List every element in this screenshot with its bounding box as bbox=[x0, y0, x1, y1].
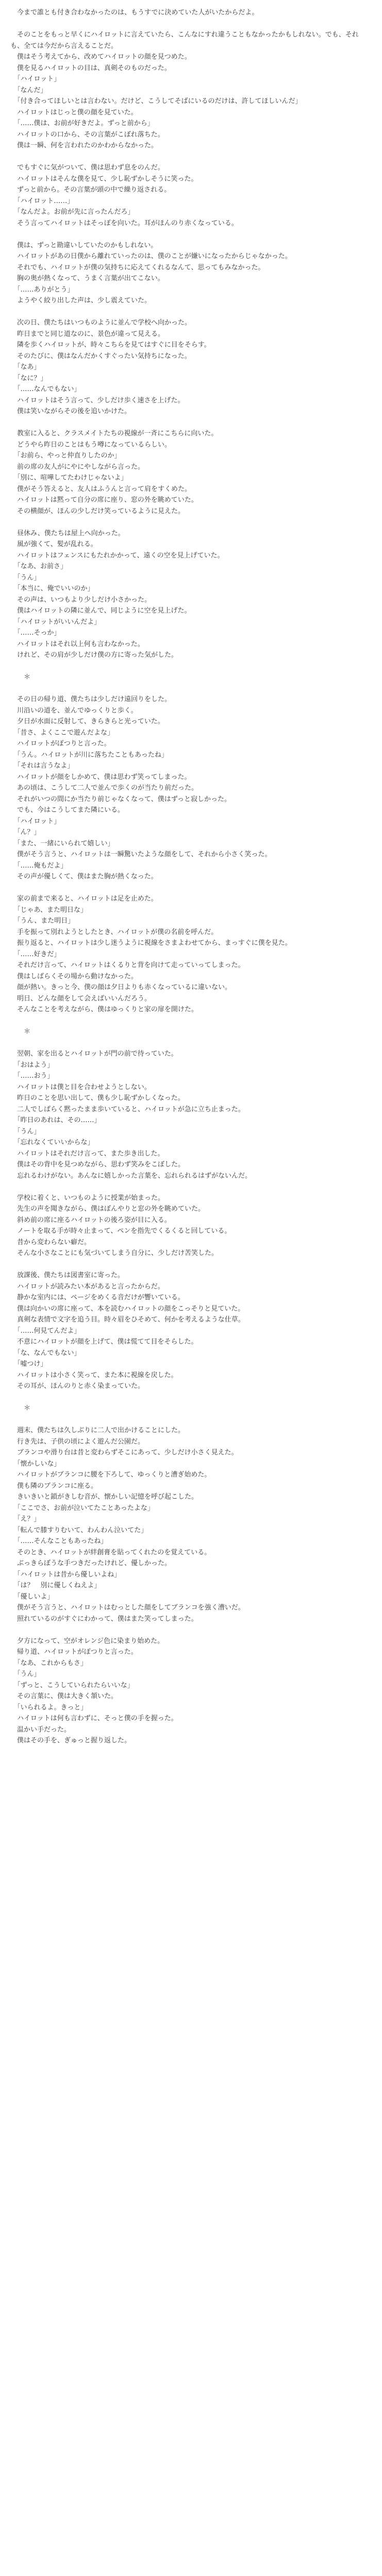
blank-line bbox=[10, 1414, 372, 1426]
story-paragraph: 「ハイロットは昔から優しいよね」 bbox=[10, 1570, 121, 1579]
story-paragraph: ハイロットは小さく笑って、また本に視線を戻した。 bbox=[10, 1371, 178, 1379]
story-paragraph: そんな小さなことにも気づいてしまう自分に、少しだけ苦笑した。 bbox=[10, 1249, 219, 1257]
story-paragraph: 「なあ、これからもさ」 bbox=[10, 1659, 87, 1667]
story-paragraph: 二人でしばらく黙ったまま歩いていると、ハイロットが急に立ち止まった。 bbox=[10, 1105, 245, 1113]
story-paragraph: 「うん。ハイロットが川に落ちたこともあったね」 bbox=[10, 751, 168, 759]
story-paragraph: ハイロットはそれだけ言って、また歩き出した。 bbox=[10, 1149, 164, 1158]
story-paragraph: 僕はその背中を見つめながら、思わず笑みをこぼした。 bbox=[10, 1161, 185, 1168]
story-paragraph: 僕がそう言うと、ハイロットは一瞬驚いたような顔をして、それから小さく笑った。 bbox=[10, 851, 272, 858]
story-paragraph: ハイロットはフェンスにもたれかかって、遠くの空を見上げていた。 bbox=[10, 551, 224, 560]
story-paragraph: 「お前ら、やっと仲直りしたのか」 bbox=[10, 452, 121, 460]
story-paragraph: 「転んで膝すりむいて、わんわん泣いてた」 bbox=[10, 1526, 148, 1534]
blank-line bbox=[10, 417, 372, 429]
story-paragraph: 「え？」 bbox=[10, 1515, 41, 1523]
story-paragraph: 僕は笑いながらその後を追いかけた。 bbox=[10, 408, 131, 415]
story-paragraph: 「なんだよ。お前が先に言ったんだろ」 bbox=[10, 208, 135, 216]
story-paragraph: 胸の奥が熱くなって、うまく言葉が出てこない。 bbox=[10, 275, 164, 282]
story-paragraph: 「ここでさ、お前が泣いてたことあったよな」 bbox=[10, 1504, 154, 1512]
story-paragraph: けれど、その肩が少しだけ僕の方に寄った気がした。 bbox=[10, 651, 178, 659]
story-paragraph: 「うん、また明日」 bbox=[10, 917, 75, 925]
story-paragraph: 僕は一瞬、何を言われたのかわからなかった。 bbox=[10, 142, 158, 149]
story-paragraph: 家の前まで来ると、ハイロットは足を止めた。 bbox=[10, 895, 158, 903]
story-paragraph: 僕はハイロットの隣に並んで、同じように空を見上げた。 bbox=[10, 607, 191, 615]
story-paragraph: 明日、どんな顔をして会えばいいんだろう。 bbox=[10, 994, 152, 1003]
story-paragraph: 「ん？」 bbox=[10, 828, 41, 836]
story-paragraph: ハイロットはじっと僕の顔を見ていた。 bbox=[10, 108, 138, 116]
story-paragraph: 「なんだ」 bbox=[10, 86, 47, 94]
blank-line bbox=[10, 517, 372, 528]
story-paragraph: 夕日が水面に反射して、きらきらと光っていた。 bbox=[10, 718, 164, 725]
story-paragraph: ハイロットはそれ以上何も言わなかった。 bbox=[10, 640, 144, 648]
blank-line bbox=[10, 661, 372, 672]
story-paragraph: 「……何見てんだよ」 bbox=[10, 1327, 81, 1335]
story-paragraph: 忘れるわけがない。あんなに嬉しかった言葉を、忘れられるはずがないんだ。 bbox=[10, 1172, 252, 1180]
story-paragraph: 翌朝、家を出るとハイロットが門の前で待っていた。 bbox=[10, 1050, 178, 1058]
story-paragraph: ハイロットがぽつりと言った。 bbox=[10, 740, 111, 748]
story-paragraph: 行き先は、子供の頃によく遊んだ公園だ。 bbox=[10, 1437, 145, 1446]
story-paragraph: ずっと前から。その言葉が頭の中で繰り返される。 bbox=[10, 186, 171, 194]
blank-line bbox=[10, 1392, 372, 1403]
story-paragraph: 振り返ると、ハイロットは少し迷うように視線をさまよわせてから、まっすぐに僕を見た。 bbox=[10, 939, 292, 947]
blank-line bbox=[10, 1259, 372, 1270]
story-paragraph: そう言ってハイロットはそっぽを向いた。耳がほんのり赤くなっている。 bbox=[10, 219, 238, 227]
story-paragraph: 「な、なんでもない」 bbox=[10, 1349, 81, 1357]
blank-line bbox=[10, 1015, 372, 1027]
story-paragraph: 「うん」 bbox=[10, 1127, 41, 1136]
scene-separator: ＊ bbox=[10, 1028, 31, 1036]
story-paragraph: 「なあ」 bbox=[10, 363, 41, 371]
story-paragraph: そんなことを考えながら、僕はゆっくりと家の扉を開けた。 bbox=[10, 1006, 198, 1013]
story-paragraph: 照れているのがすぐにわかって、僕はまた笑ってしまった。 bbox=[10, 1615, 198, 1623]
blank-line bbox=[10, 1038, 372, 1049]
story-paragraph: その耳が、ほんのりと赤く染まっていた。 bbox=[10, 1382, 145, 1390]
story-paragraph: 僕はしばらくその場から動けなかった。 bbox=[10, 972, 138, 980]
story-paragraph: 先生の声を聞きながら、僕はぼんやりと窓の外を眺めていた。 bbox=[10, 1205, 205, 1213]
story-paragraph: ハイロットはそんな僕を見て、少し恥ずかしそうに笑った。 bbox=[10, 175, 198, 183]
story-paragraph: 昨日までと同じ道なのに、景色が違って見える。 bbox=[10, 330, 165, 338]
story-paragraph: 「……おう」 bbox=[10, 1072, 54, 1080]
blank-line bbox=[10, 1181, 372, 1193]
story-paragraph: そのとき、ハイロットが絆創膏を貼ってくれたのを覚えている。 bbox=[10, 1548, 211, 1556]
story-paragraph: 昼休み、僕たちは屋上へ向かった。 bbox=[10, 529, 125, 537]
story-paragraph: ハイロットがブランコに腰を下ろして、ゆっくりと漕ぎ始めた。 bbox=[10, 1471, 211, 1479]
story-paragraph: 「ハイロットがいいんだよ」 bbox=[10, 618, 101, 626]
story-paragraph: そのたびに、僕はなんだかくすぐったい気持ちになった。 bbox=[10, 352, 191, 360]
story-paragraph: 「なあ、お前さ」 bbox=[10, 563, 67, 570]
story-paragraph: 僕はその手を、ぎゅっと握り返した。 bbox=[10, 1737, 131, 1744]
story-paragraph: 教室に入ると、クラスメイトたちの視線が一斉にこちらに向いた。 bbox=[10, 430, 218, 437]
story-paragraph: 僕は向かいの席に座って、本を読むハイロットの顔をこっそりと見ていた。 bbox=[10, 1304, 245, 1313]
story-paragraph: 僕を見るハイロットの目は、真剣そのものだった。 bbox=[10, 64, 171, 72]
story-paragraph: 昨日のことを思い出して、僕も少し恥ずかしくなった。 bbox=[10, 1094, 185, 1102]
blank-line bbox=[10, 307, 372, 318]
story-paragraph: 夕方になって、空がオレンジ色に染まり始めた。 bbox=[10, 1637, 164, 1645]
story-paragraph: 今まで誰とも付き合わなかったのは、もうすでに決めていた人がいたからだよ。 bbox=[10, 9, 259, 16]
story-paragraph: 川沿いの道を、並んでゆっくりと歩く。 bbox=[10, 706, 138, 715]
blank-line bbox=[10, 1624, 372, 1636]
story-paragraph: 「別に、喧嘩してたわけじゃないよ」 bbox=[10, 474, 128, 482]
story-paragraph: 「本当に、俺でいいのか」 bbox=[10, 585, 94, 592]
story-paragraph: 「優しいよ」 bbox=[10, 1592, 54, 1601]
story-paragraph: 「うん」 bbox=[10, 573, 41, 582]
story-paragraph: 「じゃあ、また明日な」 bbox=[10, 906, 87, 914]
story-paragraph: 昔から変わらない癖だ。 bbox=[10, 1238, 91, 1246]
story-paragraph: 次の日、僕たちはいつものように並んで学校へ向かった。 bbox=[10, 319, 192, 327]
story-paragraph: どうやら昨日のことはもう噂になっているらしい。 bbox=[10, 440, 172, 449]
story-paragraph: でもすぐに気がついて、僕は思わず息をのんだ。 bbox=[10, 164, 164, 172]
story-paragraph: 「忘れなくていいからな」 bbox=[10, 1139, 94, 1146]
story-paragraph: ハイロットの口から、その言葉がこぼれ落ちた。 bbox=[10, 130, 164, 139]
story-paragraph: 「……僕は、お前が好きだよ。ずっと前から」 bbox=[10, 120, 154, 127]
story-paragraph: 「おはよう」 bbox=[10, 1061, 54, 1069]
story-paragraph: 「懐かしいな」 bbox=[10, 1460, 61, 1468]
blank-line bbox=[10, 683, 372, 694]
story-paragraph: ハイロットは黙って自分の席に座り、窓の外を眺めていた。 bbox=[10, 496, 198, 504]
story-paragraph: 「昔さ、よくここで遊んだよな」 bbox=[10, 728, 114, 737]
story-paragraph: 週末、僕たちは久しぶりに二人で出かけることにした。 bbox=[10, 1427, 185, 1434]
story-paragraph: それがいつの間にか当たり前じゃなくなって、僕はずっと寂しかった。 bbox=[10, 795, 231, 803]
story-paragraph: 帰り道、ハイロットがぽつりと言った。 bbox=[10, 1648, 138, 1656]
blank-line bbox=[10, 151, 372, 163]
story-paragraph: ハイロットが顔をしかめて、僕は思わず笑ってしまった。 bbox=[10, 773, 191, 781]
story-paragraph: 僕がそう答えると、友人はふうんと言って肩をすくめた。 bbox=[10, 485, 192, 493]
story-paragraph: ブランコや滑り台は昔と変わらずそこにあって、少しだけ小さく見えた。 bbox=[10, 1449, 238, 1456]
story-paragraph: 「……そっか」 bbox=[10, 629, 61, 637]
story-paragraph: 静かな室内には、ページをめくる音だけが響いている。 bbox=[10, 1294, 185, 1301]
story-paragraph: でも、今はこうしてまた隣にいる。 bbox=[10, 806, 125, 814]
story-paragraph: 放課後、僕たちは図書室に寄った。 bbox=[10, 1272, 125, 1279]
story-paragraph: 「……なんでもない」 bbox=[10, 385, 81, 393]
story-paragraph: 僕がそう言うと、ハイロットはむっとした顔をしてブランコを強く漕いだ。 bbox=[10, 1604, 245, 1612]
story-paragraph: 「ハイロット……」 bbox=[10, 197, 74, 205]
scene-separator: ＊ bbox=[10, 1404, 31, 1412]
story-paragraph: 「うん」 bbox=[10, 1670, 41, 1678]
story-paragraph: その声が優しくて、僕はまた胸が熱くなった。 bbox=[10, 873, 158, 880]
story-paragraph: 「は？ 別に優しくねえよ」 bbox=[10, 1582, 101, 1589]
story-paragraph: 前の席の友人がにやにやしながら言った。 bbox=[10, 463, 145, 471]
scene-separator: ＊ bbox=[10, 673, 31, 681]
story-paragraph: 「……俺もだよ」 bbox=[10, 861, 68, 870]
story-paragraph: その声は、いつもより少しだけ小さかった。 bbox=[10, 596, 152, 604]
story-paragraph: 「また、一緒にいられて嬉しい」 bbox=[10, 839, 114, 848]
story-paragraph: 学校に着くと、いつものように授業が始まった。 bbox=[10, 1194, 165, 1202]
story-paragraph: 顔が熱い。きっと今、僕の顔は夕日よりも赤くなっているに違いない。 bbox=[10, 984, 232, 991]
story-paragraph: 「付き合ってほしいとは言わない。だけど、こうしてそばにいるのだけは、許してほしいんだ」 bbox=[10, 97, 302, 105]
story-paragraph: 「ずっと、こうしていられたらいいな」 bbox=[10, 1681, 134, 1689]
story-paragraph: ハイロットが読みたい本があると言ったからだ。 bbox=[10, 1282, 164, 1291]
blank-line bbox=[10, 883, 372, 894]
story-paragraph: ノートを取る手が時々止まって、ペンを指先でくるくると回している。 bbox=[10, 1227, 231, 1235]
story-paragraph: ぶっきらぼうな手つきだったけれど、優しかった。 bbox=[10, 1560, 172, 1567]
story-paragraph: 不意にハイロットが顔を上げて、僕は慌てて目をそらした。 bbox=[10, 1338, 198, 1346]
story-paragraph: 斜め前の席に座るハイロットの後ろ姿が目に入る。 bbox=[10, 1216, 171, 1224]
story-paragraph: 手を振って別れようとしたとき、ハイロットが僕の名前を呼んだ。 bbox=[10, 928, 218, 936]
story-paragraph: 風が強くて、髪が乱れる。 bbox=[10, 540, 97, 548]
story-paragraph: ハイロットは僕と目を合わせようとしない。 bbox=[10, 1083, 151, 1091]
story-paragraph: その言葉に、僕は大きく頷いた。 bbox=[10, 1692, 118, 1700]
story-paragraph: それでも、ハイロットが僕の気持ちに応えてくれるなんて、思ってもみなかった。 bbox=[10, 263, 265, 272]
story-paragraph: 隣を歩くハイロットが、時々こちらを見てはすぐに目をそらす。 bbox=[10, 341, 211, 349]
story-paragraph: 僕は、ずっと勘違いしていたのかもしれない。 bbox=[10, 241, 158, 249]
blank-line bbox=[10, 19, 372, 30]
story-paragraph: ハイロットはそう言って、少しだけ歩く速さを上げた。 bbox=[10, 396, 185, 404]
story-paragraph: それだけ言って、ハイロットはくるりと背を向けて走っていってしまった。 bbox=[10, 961, 245, 969]
story-paragraph: ようやく絞り出した声は、少し震えていた。 bbox=[10, 297, 152, 304]
story-paragraph: 「……そんなこともあったね」 bbox=[10, 1537, 108, 1545]
story-paragraph: きいきいと鎖がきしむ音が、懐かしい記憶を呼び起こした。 bbox=[10, 1493, 198, 1501]
story-paragraph: 「嘘つけ」 bbox=[10, 1360, 47, 1368]
blank-line bbox=[10, 229, 372, 240]
story-paragraph: 「なに？」 bbox=[10, 374, 47, 382]
story-paragraph: 僕はそう考えてから、改めてハイロットの顔を見つめた。 bbox=[10, 53, 191, 61]
story-paragraph: その横顔が、ほんの少しだけ笑っているように見えた。 bbox=[10, 507, 185, 515]
story-paragraph: 僕も隣のブランコに座る。 bbox=[10, 1482, 98, 1490]
story-paragraph: 「……ありがとう」 bbox=[10, 285, 74, 294]
story-paragraph: 「昨日のあれは、その……」 bbox=[10, 1116, 101, 1124]
story-paragraph: その日の帰り道、僕たちは少しだけ遠回りをした。 bbox=[10, 696, 172, 703]
story-paragraph: 「それは言うなよ」 bbox=[10, 762, 74, 770]
story-paragraph: あの頃は、こうして二人で並んで歩くのが当たり前だった。 bbox=[10, 784, 198, 792]
story-paragraph: ハイロットは何も言わずに、そっと僕の手を握った。 bbox=[10, 1715, 178, 1722]
story-paragraph: 温かい手だった。 bbox=[10, 1725, 71, 1734]
story-paragraph: 「……好きだ」 bbox=[10, 950, 61, 958]
story-paragraph: 真剣な表情で文字を追う目。時々眉をひそめて、何かを考えるような仕草。 bbox=[10, 1316, 245, 1324]
story-paragraph: 「ハイロット」 bbox=[10, 817, 61, 825]
story-paragraph: ハイロットがあの日僕から離れていったのは、僕のことが嫌いになったからじゃなかった。 bbox=[10, 252, 292, 260]
story-paragraph: そのことをもっと早くにハイロットに言えていたら、こんなにすれ違うこともなかったかもしれない。でも、それも、全ては今だから言えることだ。 bbox=[10, 31, 359, 50]
story-paragraph: 「ハイロット」 bbox=[10, 75, 61, 83]
story-paragraph: 「いられるよ。きっと」 bbox=[10, 1703, 88, 1711]
